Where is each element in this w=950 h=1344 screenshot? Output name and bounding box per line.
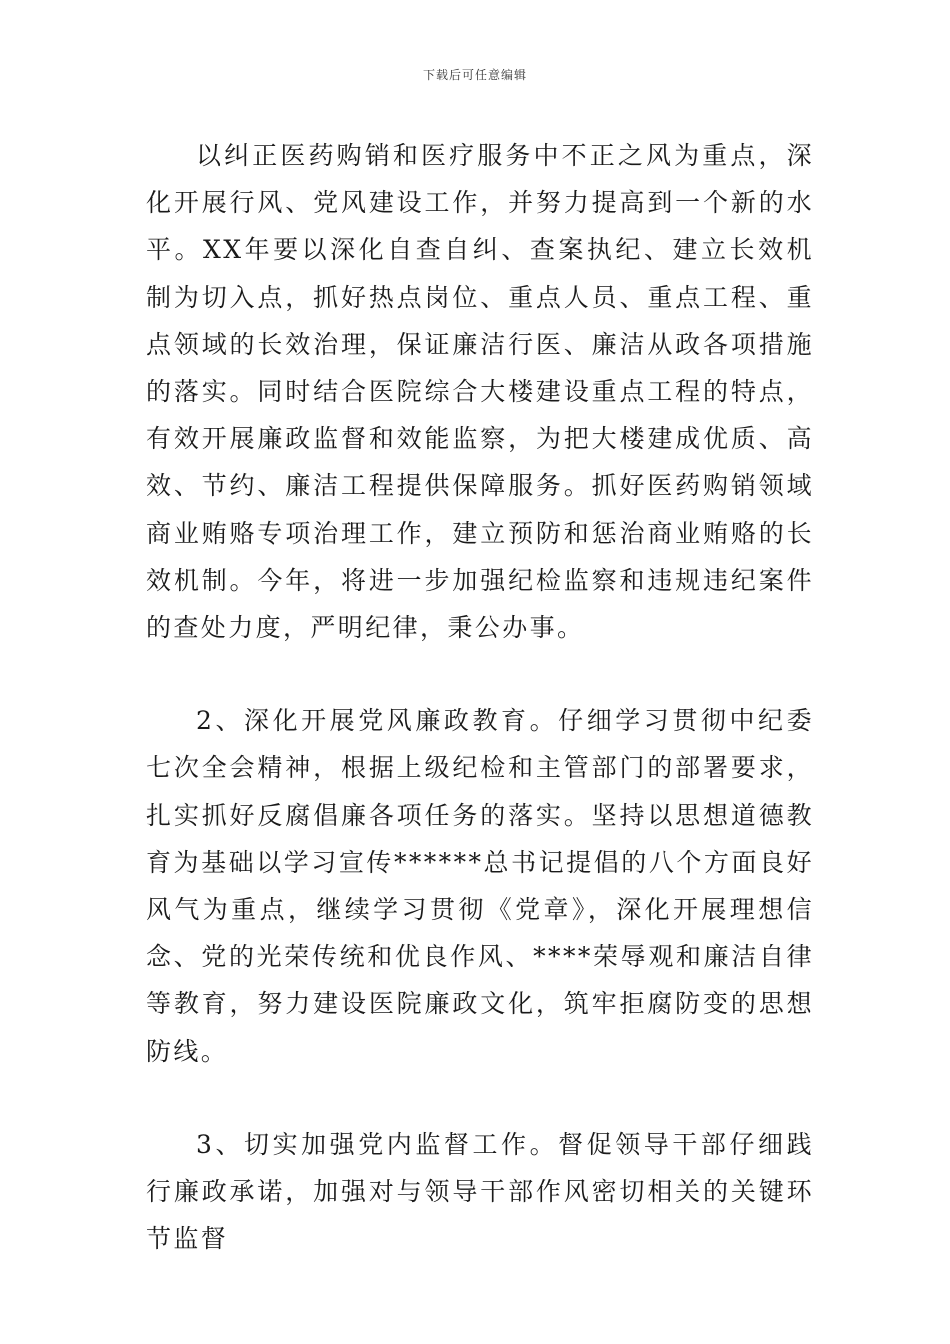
page-header-note: 下载后可任意编辑 [422,68,527,82]
paragraph-internal-supervision: 3、切实加强党内监督工作。督促领导干部仔细践行廉政承诺，加强对与领导干部作风密切相关的关键环节监督 [146,1129,814,1254]
document-body [146,132,814,1262]
paragraph-integrity-priorities: 以纠正医药购销和医疗服务中不正之风为重点，深化开展行风、党风建设工作，并努力提高到一个新的水平。XX年要以深化自查自纠、查案执纪、建立长效机制为切入点，抓好热点岗位、重点人员、重点工程、重点领域的长效治理，保证廉洁行医、廉洁从政各项措施的落实。同时结合医院综合大楼建设重点工程的特点，有效开展廉政监督和效能监察，为把大楼建成优质、高效、节约、廉洁工程提供保障服务。抓好医药购销领域商业贿赂专项治理工作，建立预防和惩治商业贿赂的长效机制。今年，将进一步加强纪检监察和违规违纪案件的查处力度，严明纪律，秉公办事。 [146,141,814,643]
paragraph-party-conduct-education: 2、深化开展党风廉政教育。仔细学习贯彻中纪委七次全会精神，根据上级纪检和主管部门的部署要求，扎实抓好反腐倡廉各项任务的落实。坚持以思想道德教育为基础以学习宣传******总书记提倡的八个方面良好风气为重点，继续学习贯彻《党章》，深化开展理想信念、党的光荣传统和优良作风、****荣辱观和廉洁自律等教育，努力建设医院廉政文化，筑牢拒腐防变的思想防线。 [146,706,814,1066]
